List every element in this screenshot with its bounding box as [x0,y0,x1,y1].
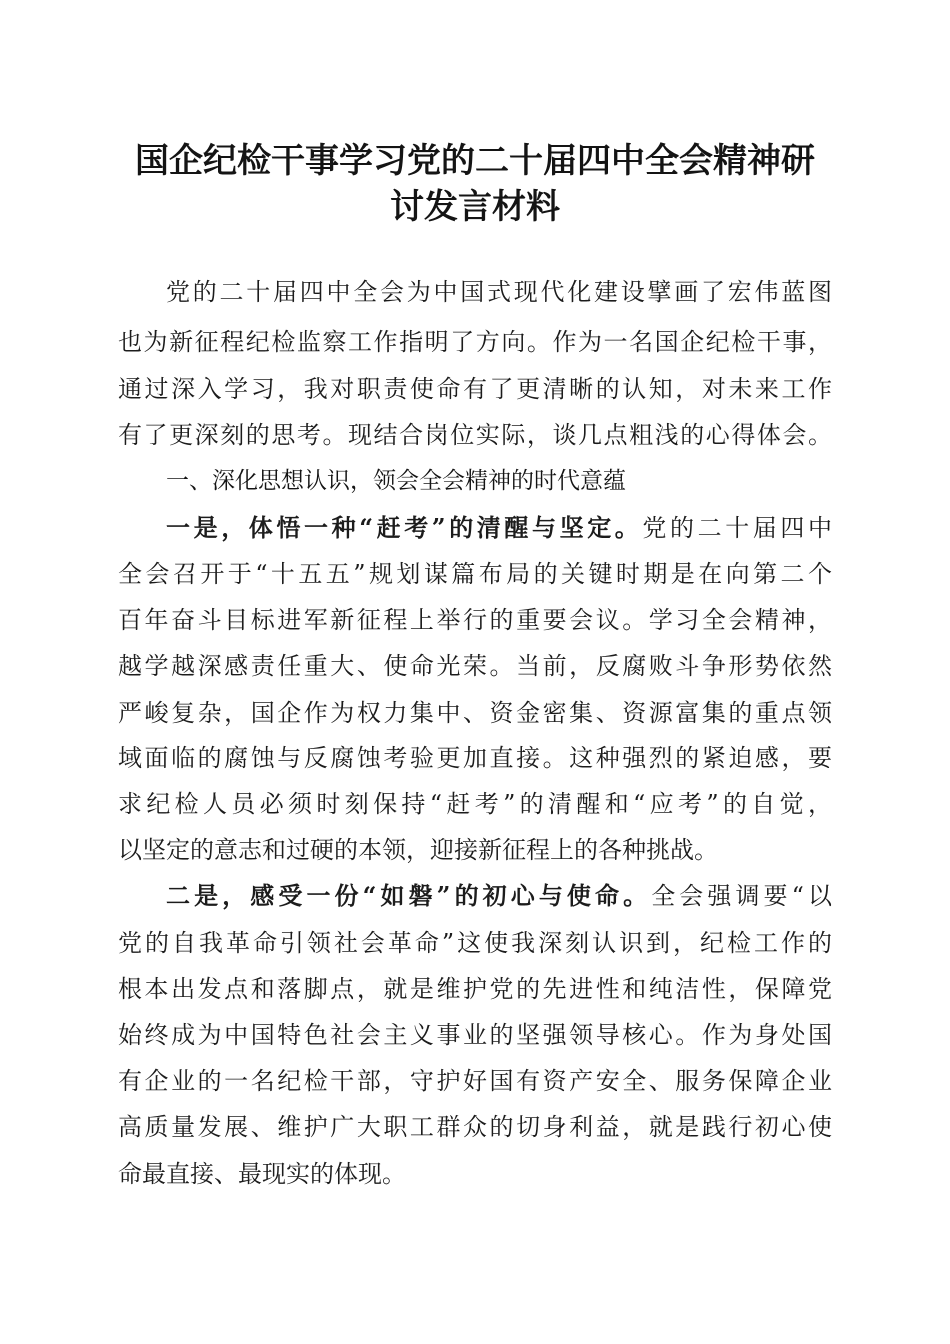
intro-line: 也为新征程纪检监察工作指明了方向。作为一名国企纪检干事， [118,328,832,356]
section-heading: 一、深化思想认识，领会全会精神的时代意蕴 [166,468,626,494]
point-1-line: 以坚定的意志和过硬的本领，迎接新征程上的各种挑战。 [118,836,718,864]
document-title-line-2: 讨发言材料 [390,187,560,227]
intro-line: 通过深入学习，我对职责使命有了更清晰的认知，对未来工作 [118,375,832,403]
point-2-line: 命最直接、最现实的体现。 [118,1160,406,1188]
point-2-line: 根本出发点和落脚点，就是维护党的先进性和纯洁性，保障党 [118,975,832,1003]
point-1-first-line-rest: 党的二十届四中 [642,514,833,542]
point-1-line: 域面临的腐蚀与反腐蚀考验更加直接。这种强烈的紧迫感，要 [118,744,832,772]
point-1-lead: 一是，体悟一种“赶考”的清醒与坚定。 [166,513,643,542]
point-2-first-line-rest: 全会强调要“以 [651,882,832,910]
point-2-lead: 二是，感受一份“如磐”的初心与使命。 [166,881,652,910]
point-1-line: 全会召开于“十五五”规划谋篇布局的关键时期是在向第二个 [118,560,832,588]
intro-line: 党的二十届四中全会为中国式现代化建设擘画了宏伟蓝图 [166,278,832,306]
point-1-first-line [166,512,832,544]
point-1-line: 求纪检人员必须时刻保持“赶考”的清醒和“应考”的自觉， [118,790,832,818]
point-2-line: 高质量发展、维护广大职工群众的切身利益，就是践行初心使 [118,1113,832,1141]
document-title-line-1: 国企纪检干事学习党的二十届四中全会精神研 [135,141,815,181]
point-2-line: 党的自我革命引领社会革命”这使我深刻认识到，纪检工作的 [118,929,832,957]
point-1-line: 越学越深感责任重大、使命光荣。当前，反腐败斗争形势依然 [118,652,832,680]
point-1-line: 严峻复杂，国企作为权力集中、资金密集、资源富集的重点领 [118,699,832,727]
point-2-line: 有企业的一名纪检干部，守护好国有资产安全、服务保障企业 [118,1067,832,1095]
intro-line: 有了更深刻的思考。现结合岗位实际，谈几点粗浅的心得体会。 [118,421,832,449]
point-2-line: 始终成为中国特色社会主义事业的坚强领导核心。作为身处国 [118,1021,832,1049]
point-2-first-line [166,880,832,912]
point-1-line: 百年奋斗目标进军新征程上举行的重要会议。学习全会精神， [118,606,832,634]
